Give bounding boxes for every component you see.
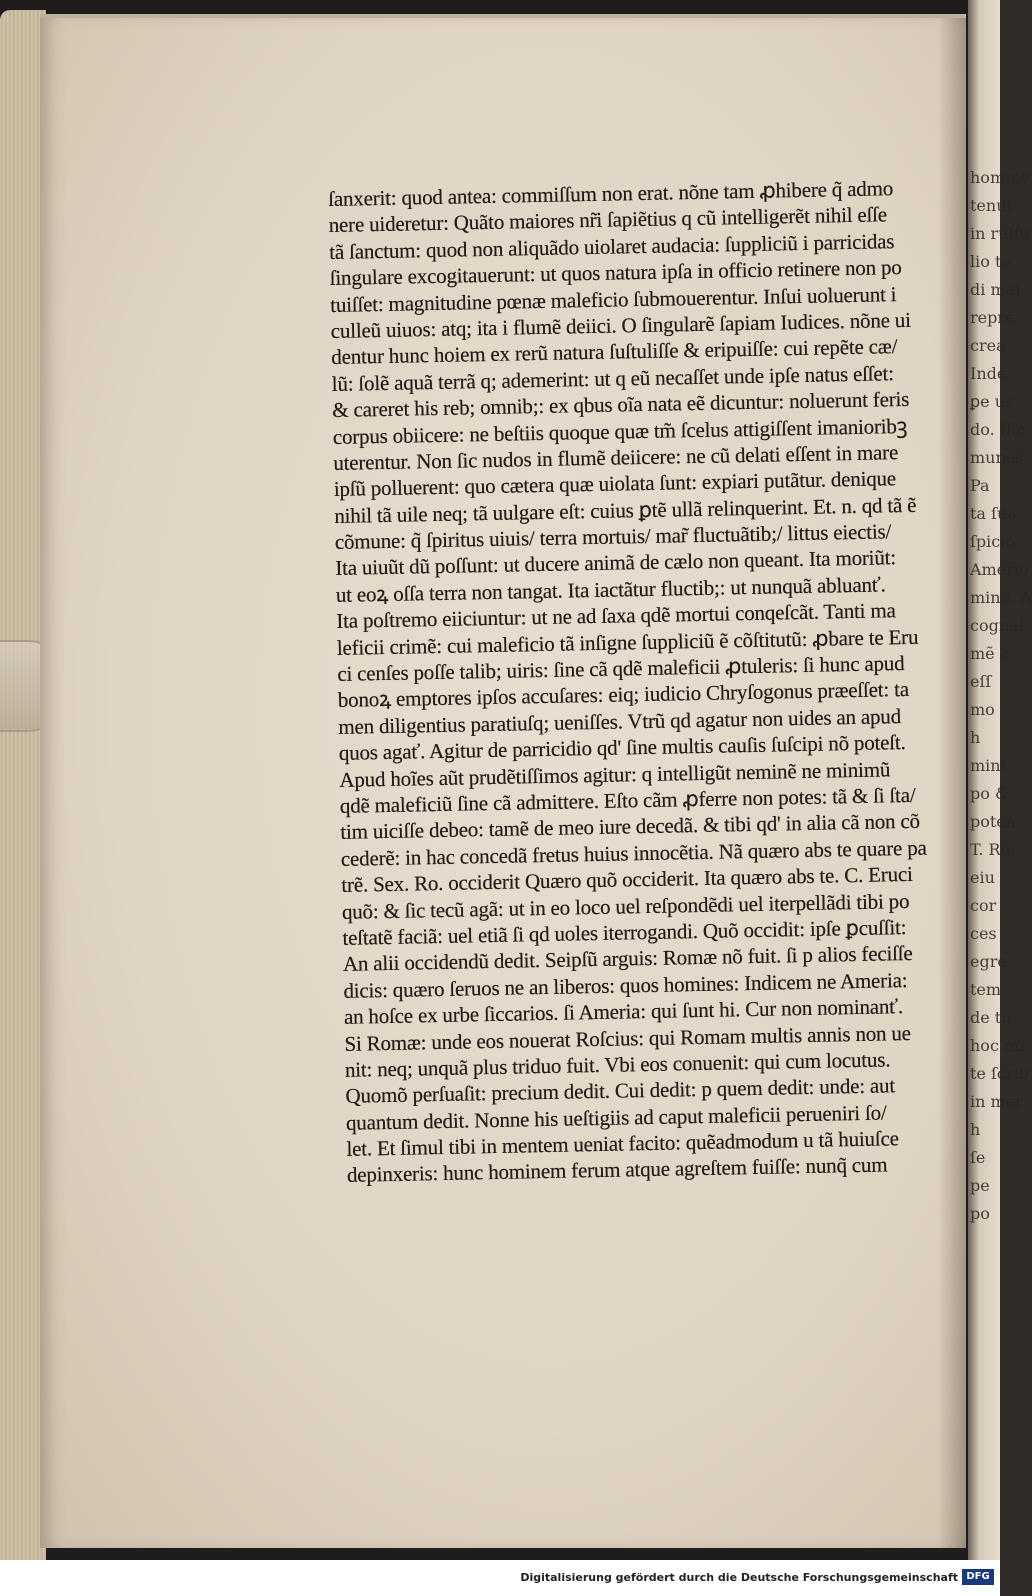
text-line: nihil tã uile neq; tã uulgare eſt: cuius ꝑtẽ ullã relinquerint. Et. n. qd tã ẽ	[334, 492, 917, 528]
facing-page-fragment: mo	[970, 700, 995, 719]
facing-page-fragment: ꝑe us	[970, 392, 1014, 411]
facing-page-fragment: egre	[970, 952, 1007, 971]
text-line: men diligentius paratiuſq; ueniſſes. Vtrũ qd agatur non uides an apud	[338, 703, 902, 739]
facing-page-fragment: ta ſua	[970, 504, 1017, 523]
facing-page-fragment: Inde	[970, 364, 1007, 383]
facing-page-fragment: Pa	[970, 476, 990, 495]
text-line: qdẽ maleficiũ ſine cã admittere. Eſto cãm ꝓferre non potes: tã & ſi ſta/	[339, 782, 916, 818]
facing-page-fragment: in rulſu	[970, 224, 1030, 243]
facing-page-fragment: tem	[970, 980, 1002, 999]
text-line: depinxeris: hunc hominem ferum atque agreſtem fuiſſe: nunq̃ cum	[346, 1152, 888, 1188]
text-line: ut eoꝝ oſſa terra non tangat. Ita iactãtur fluctib;: ut nunquã abluanť.	[335, 572, 886, 607]
text-line: tuiſſet: magnitudine pœnæ maleficio ſubmouerentur. Inſui uoluerunt i	[330, 281, 897, 317]
book-page	[40, 14, 966, 1548]
facing-page-fragment: mini	[970, 756, 1006, 775]
facing-page-fragment: po &	[970, 784, 1010, 803]
facing-page-fragment: Amerio	[970, 560, 1029, 579]
text-line: tim uiciſſe debeo: tamẽ de meo iure decedã. & tibi qd' in alia cã non cõ	[340, 809, 921, 845]
facing-page-fragment: homine	[970, 168, 1030, 187]
footer-bar	[0, 1560, 1000, 1596]
facing-page-fragment: te ſcrib	[970, 1064, 1029, 1083]
text-line: uterentur. Non ſic nudos in flumẽ deiicere: ne cũ delati eſſent in mare	[333, 440, 899, 475]
text-line: ſanxerit: quod antea: commiſſum non erat. nõne tam ꝓhibere q̃ admo	[328, 176, 894, 211]
facing-page-fragment: cor	[970, 896, 997, 915]
facing-page-fragment: cognaſ	[970, 616, 1025, 635]
text-line: nit: neq; unquã plus triduo fuit. Vbi eos conuenit: qui cum locutus.	[344, 1047, 891, 1082]
text-line: lũ: ſolẽ aquã terrã q; ademerint: ut q eũ necaſſet unde ipſe natus eſſet:	[331, 360, 895, 396]
facing-page-fragment: di mal	[970, 280, 1021, 299]
text-line: ci cenſes poſſe talib; uiris: ſine cã qdẽ maleficii ꝓtuleris: ſi hunc apud	[337, 651, 905, 686]
text-line: ipſũ polluerent: quo cætera quæ uiolata ſunt: expiari putãtur. denique	[333, 466, 897, 502]
text-line: Quomõ perſuaſit: precium dedit. Cui dedit: p quem dedit: unde: aut	[345, 1073, 896, 1109]
facing-page-fragment: h	[970, 728, 981, 747]
facing-page-fragment: de tu	[970, 1008, 1012, 1027]
facing-page-fragment: ces	[970, 924, 997, 943]
facing-page-edge	[968, 0, 1032, 1560]
facing-page-fragment: ſe	[970, 1148, 986, 1167]
text-line: bonoꝝ emptores ipſos accuſares: eiq; iudicio Chryſogonus præeſſet: ta	[337, 677, 910, 713]
text-line: quõ: & ſic tecũ agã: ut in eo loco uel reſpondẽdi uel iterpellãdi tibi po	[341, 888, 910, 924]
facing-page-fragment: poten	[970, 812, 1017, 831]
text-line: corpus obiicere: ne beſtiis quoque quæ tm̃ ſcelus attigiſſent imanioribꝫ	[332, 413, 908, 449]
facing-page-fragment: h	[970, 1120, 981, 1139]
facing-page-fragment: eiu	[970, 868, 995, 887]
facing-page-fragment: munes	[970, 448, 1024, 467]
text-line: nere uideretur: Quãto maiores nr̃i ſapiẽtius q cũ intelligerẽt nihil eſſe	[328, 202, 888, 238]
text-line: an hoſce ex urbe ſiccarios. ſi Ameria: qui ſunt hi. Cur non nominanť.	[343, 994, 904, 1029]
text-line: cederẽ: in hac concedã fretus huius innocẽtia. Nã quæro abs te quare pa	[340, 835, 927, 871]
facing-page-fragment: eſſ	[970, 672, 992, 691]
text-line: trẽ. Sex. Ro. occiderit Quæro quõ occiderit. Ita quæro abs te. C. Eruci	[341, 862, 913, 898]
text-line: leficii crimẽ: cui maleficio tã inſigne ſuppliciũ ẽ cõſtitutũ: ꝓbare te Eru	[336, 624, 919, 660]
text-line: tã ſanctum: quod non aliquãdo uiolaret audacia: ſuppliciũ i parricidas	[329, 228, 895, 264]
text-line: Si Romæ: unde eos nouerat Roſcius: qui Romam multis annis non ue	[344, 1020, 912, 1056]
text-line: Ita poſtremo eiiciuntur: ut ne ad ſaxa qdẽ mortui conqeſcãt. Tanti ma	[336, 598, 896, 634]
facing-page-fragment: T. Ro	[970, 840, 1011, 859]
text-line: dicis: quæro ſeruos ne an liberos: quos homines: Indicem ne Ameria:	[343, 967, 908, 1003]
text-line: Ita uiuũt dũ poſſunt: ut ducere animã de cælo non queant. Ita moriũt:	[335, 545, 897, 581]
facing-page-fragment: pe	[970, 1176, 990, 1195]
facing-page-fragment: repre	[970, 308, 1015, 327]
facing-page-fragment: lio te	[970, 252, 1011, 271]
text-line: quantum dedit. Nonne his ueſtigiis ad caput maleficii perueniri ſo/	[345, 1100, 887, 1135]
text-line: cõmune: q̃ ſpiritus uiuis/ terra mortuis/ mar̃ fluctuãtib;/ littus eiectis/	[334, 519, 892, 555]
text-line: teſtatẽ faciã: uel etiã ſi qd uoles iterrogandi. Quõ occidit: ipſe ꝑcuſſit:	[342, 914, 907, 950]
facing-page-fragment: crea	[970, 336, 1006, 355]
text-line: & careret his reb; omnib;: ex qbus oĩa nata eẽ dicuntur: noluerunt feris	[332, 387, 910, 423]
text-line: dentur hunc hoiem ex rerũ natura ſuſtuliſſe & eripuiſſe: cui repẽte cæ/	[331, 334, 898, 370]
facing-page-fragment: hoc nu	[970, 1036, 1025, 1055]
text-line: An alii occidendũ dedit. Seipſũ arguis: Romæ nõ fuit. ſi p alios feciſſe	[342, 941, 913, 977]
page-text-block	[328, 174, 967, 1189]
facing-page-fragment: ſpicio	[970, 532, 1015, 551]
funding-credit: Digitalisierung gefördert durch die Deutsche Forschungsgemeinschaft	[520, 1571, 958, 1584]
facing-page-fragment: in mer	[970, 1092, 1023, 1111]
facing-page-fragment: po	[970, 1204, 990, 1223]
text-line: let. Et ſimul tibi in mentem ueniat facito: quẽadmodum u tã huiuſce	[346, 1126, 899, 1161]
text-line: quos agať. Agitur de parricidio qd' ſine multis cauſis ſuſcipi nõ poteſt.	[338, 730, 906, 766]
facing-page-fragment: tenui	[970, 196, 1012, 215]
facing-page-fragment: mine. A	[970, 588, 1032, 607]
text-line: Apud hoĩes aũt prudẽtiſſimos agitur: q intelligũt neminẽ ne minimũ	[339, 756, 891, 792]
text-line: culleũ uiuos: atq; ita i flumẽ deiici. O ſingularẽ ſapiam Iudices. nõne ui	[330, 307, 911, 343]
dfg-logo: DFG	[962, 1569, 994, 1585]
facing-page-fragment: do. Ille	[970, 420, 1026, 439]
facing-page-fragment: mẽ c	[970, 644, 1009, 663]
text-line: ſingulare excogitauerunt: ut quos natura ipſa in officio retinere non po	[329, 255, 902, 291]
